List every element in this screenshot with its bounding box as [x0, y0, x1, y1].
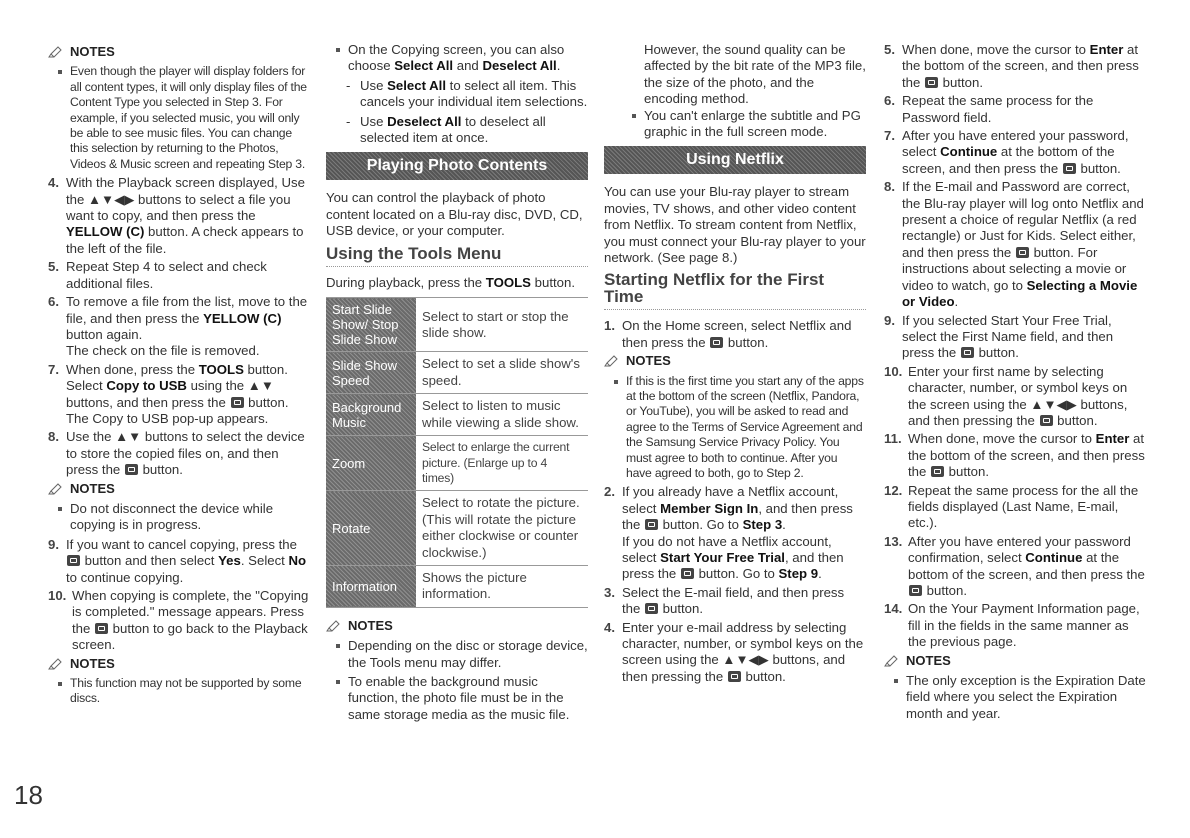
notes-heading: NOTES	[326, 618, 588, 634]
step-8: 8. If the E-mail and Password are correct, the Blu-ray player will log onto Netflix and present a choice of regular Netflix (a red rectangle) or Just for Kids. Select either, and then press the button. For instructions about selecting a movie or video to watch, go to Selecting a Movie or Video.	[884, 179, 1144, 310]
step-12: 12. Repeat the same process for the all the fields displayed (Last Name, E-mail, etc.).	[884, 482, 1139, 531]
column-3	[604, 42, 866, 687]
step-10: 10. When copying is complete, the "Copying is completed." message appears. Press the button to go back to the Playback screen.	[48, 588, 309, 653]
step-5: 5. When done, move the cursor to Enter at the bottom of the screen, and then press the button.	[884, 42, 1139, 90]
enter-key-icon	[125, 464, 138, 475]
enter-key-icon	[931, 466, 944, 477]
enter-key-icon	[231, 397, 244, 408]
step-9: 9. If you selected Start Your Free Trial, select the First Name field, and then press the button.	[884, 312, 1114, 361]
table-row: Slide Show Speed Select to set a slide show's speed.	[326, 352, 588, 394]
intro-paragraph: You can use your Blu-ray player to stream movies, TV shows, and other video content from Netflix. To stream content from Netflix, you must connect your Blu-ray player to your network. (See page 8.)	[604, 184, 866, 266]
enter-key-icon	[645, 603, 658, 614]
instruction: During playback, press the TOOLS button.	[326, 275, 575, 291]
pencil-note-icon	[48, 483, 62, 495]
note-item: To enable the background music function, the photo file must be in the same storage media as the music file.	[348, 674, 588, 723]
step-3: 3. Select the E-mail field, and then press the button.	[604, 584, 845, 617]
table-row: Background Music Select to listen to music while viewing a slide show.	[326, 394, 588, 436]
return-key-icon	[95, 623, 108, 634]
section-title: Starting Netflix for the First Time	[604, 272, 866, 310]
step-6: 6. Repeat the same process for the Password field.	[884, 93, 1094, 125]
pencil-note-icon	[604, 355, 618, 367]
intro-paragraph: You can control the playback of photo content located on a Blu-ray disc, DVD, CD, USB device, or your computer.	[326, 190, 583, 239]
column-1	[48, 42, 310, 710]
enter-key-icon	[961, 347, 974, 358]
note-item: The only exception is the Expiration Date field where you select the Expiration month and year.	[906, 673, 1146, 721]
table-row: Rotate Select to rotate the picture. (This will rotate the picture either clockwise or counter clockwise.)	[326, 491, 588, 566]
section-banner: Using Netflix	[604, 146, 866, 174]
enter-key-icon	[1040, 415, 1053, 426]
notes-heading: NOTES	[48, 481, 310, 497]
step-14: 14. On the Your Payment Information page, fill in the fields in the same manner as the previous page.	[884, 601, 1140, 650]
notes-heading: NOTES	[884, 653, 1146, 669]
section-title: Using the Tools Menu	[326, 246, 588, 267]
notes-heading: NOTES	[48, 44, 310, 60]
dash-item: - Use Select All to select all item. This cancels your individual item selections.	[360, 78, 588, 111]
page-number: 18	[14, 780, 43, 810]
step-4: 4. Enter your e-mail address by selecting character, number, or symbol keys on the screen using the ▲▼◀▶ buttons, and then pressing the button.	[604, 619, 864, 684]
step-8: 8. Use the ▲▼ buttons to select the device to store the copied files on, and then press the button.	[48, 429, 305, 478]
step-11: 11. When done, move the cursor to Enter at the bottom of the screen, and then press the button.	[884, 431, 1145, 480]
step-7: 7. When done, press the TOOLS button. Select Copy to USB using the ▲▼ buttons, and then press the button. The Copy to USB pop-up appears.	[48, 361, 289, 426]
step-10: 10. Enter your first name by selecting character, number, or symbol keys on the screen using the ▲▼◀▶ buttons, and then pressing the button.	[884, 363, 1128, 428]
tools-menu-table	[326, 297, 588, 607]
note-item: Even though the player will display folders for all content types, it will only display files of the Content Type you selected in Step 3. For example, if you selected music, you will only be able to see music files. You can change this selection by returning to the Photos, Videos & Music screen and repeating Step 3.	[70, 64, 310, 172]
step-1: 1. On the Home screen, select Netflix and then press the button.	[604, 318, 852, 350]
enter-key-icon	[925, 77, 938, 88]
enter-key-icon	[1063, 163, 1076, 174]
notes-heading: NOTES	[604, 353, 866, 369]
step-7: 7. After you have entered your password, select Continue at the bottom of the screen, and then press the button.	[884, 128, 1129, 176]
step-5: 5. Repeat Step 4 to select and check additional files.	[48, 259, 267, 291]
step-2: 2. If you already have a Netflix account, select Member Sign In, and then press the button. Go to Step 3. If you do not have a Netflix account, select Start Your Free Trial, and then press the button. Go to Step 9.	[604, 484, 853, 582]
bullet-item: You can't enlarge the subtitle and PG graphic in the full screen mode.	[644, 108, 866, 141]
enter-key-icon	[728, 671, 741, 682]
pencil-note-icon	[884, 655, 898, 667]
note-item: Depending on the disc or storage device, the Tools menu may differ.	[348, 638, 588, 670]
table-row: Start Slide Show/ Stop Slide Show Select to start or stop the slide show.	[326, 298, 588, 352]
step-13: 13. After you have entered your password confirmation, select Continue at the bottom of the screen, and then press the button.	[884, 533, 1145, 598]
section-banner: Playing Photo Contents	[326, 152, 588, 180]
pencil-note-icon	[48, 658, 62, 670]
note-item: This function may not be supported by some discs.	[70, 676, 310, 707]
enter-key-icon	[681, 568, 694, 579]
dash-item: - Use Deselect All to deselect all selected item at once.	[360, 114, 588, 147]
note-item: Do not disconnect the device while copying is in progress.	[70, 501, 310, 534]
notes-heading: NOTES	[48, 656, 310, 672]
enter-key-icon	[1016, 247, 1029, 258]
column-4	[884, 42, 1146, 725]
step-9: 9. If you want to cancel copying, press the button and then select Yes. Select No to continue copying.	[48, 536, 307, 585]
table-row: Zoom Select to enlarge the current picture. (Enlarge up to 4 times)	[326, 436, 588, 491]
step-6: 6. To remove a file from the list, move to the file, and then press the YELLOW (C) button again. The check on the file is removed.	[48, 294, 308, 359]
step-4: 4. With the Playback screen displayed, Use the ▲▼◀▶ buttons to select a file you want to copy, and then press the YELLOW (C) button. A check appears to the left of the file.	[48, 175, 305, 256]
pencil-note-icon	[48, 46, 62, 58]
enter-key-icon	[710, 337, 723, 348]
pencil-note-icon	[326, 620, 340, 632]
continued-text: However, the sound quality can be affected by the bit rate of the MP3 file, the size of the photo, and the encoding method.	[644, 42, 866, 107]
bullet-item: On the Copying screen, you can also choose Select All and Deselect All.	[348, 42, 588, 75]
enter-key-icon	[645, 519, 658, 530]
column-2	[326, 42, 588, 726]
note-item: If this is the first time you start any of the apps at the bottom of the screen (Netflix, Pandora, or YouTube), you will be asked to read and agree to the Terms of Service Agreement and the Samsung Service Privacy Policy. You must agree to both to continue. After you have agreed to both, go to Step 2.	[626, 374, 866, 482]
enter-key-icon	[909, 585, 922, 596]
return-key-icon	[67, 555, 80, 566]
table-row: Information Shows the picture information.	[326, 565, 588, 607]
